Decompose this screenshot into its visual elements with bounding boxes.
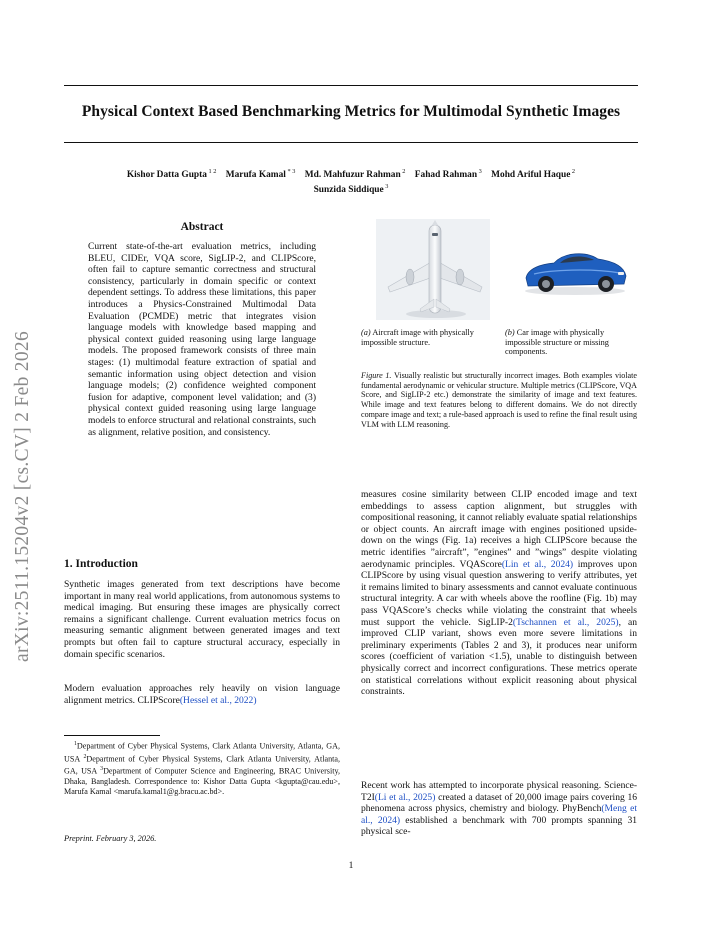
paragraph-text: created a dataset of 20,000 image pairs covering 16 phenomena across physics, chemistry and biology. PhyBench — [361, 791, 637, 815]
author-name: Fahad Rahman — [414, 170, 478, 181]
abstract-text: Current state-of-the-art evaluation metrics, including BLEU, CIDEr, VQA score, SigLIP-2, and CLIPScore, often fail to capture semantic correctness and structural consistency, particularly in domain specific or context dependent settings. To address these limitations, this paper introduces a Physics-Constrained Multimodal Data Evaluation (PCMDE) metric that integrates vision language models with knowledge based mapping and physical context guided reasoning using large language models. The proposed framework consists of three main stages: (1) multimodal feature extraction of spatial and semantic information using object detection and vision language models; (2) confidence weighted component fusion for adaptive, component level validation; and (3) physical context guided reasoning using large language models to enforce structural and relational constraints, such as alignment, relative position, and consistency. — [88, 241, 316, 438]
footnote-mark: 2 — [83, 753, 87, 760]
footnote-mark: 3 — [100, 766, 104, 773]
citation-link[interactable]: (Hessel et al., 2022) — [179, 694, 257, 706]
author-line-2 — [64, 181, 638, 196]
aircraft-illustration — [376, 219, 490, 320]
author-affiliation-mark: 2 — [400, 168, 406, 175]
arxiv-identifier: arXiv:2511.15204v2 [cs.CV] 2 Feb 2026 — [12, 330, 33, 662]
figure-caption — [361, 371, 637, 429]
subcaption-a-label: (a) — [361, 328, 371, 337]
citation-link[interactable]: (Tschannen et al., 2025) — [512, 616, 619, 628]
author-affiliation-mark: 2 — [570, 168, 576, 175]
affiliation-footnote — [64, 739, 340, 797]
citation-link[interactable]: (Meng et al., 2024) — [361, 803, 638, 826]
author-list — [64, 166, 638, 196]
author-name: Mohd Ariful Haque — [491, 170, 571, 181]
affiliation-1: Department of Cyber Physical Systems, Clark Atlanta University, Atlanta, GA, USA — [64, 741, 340, 764]
car-illustration — [520, 244, 630, 297]
figure-aircraft-image — [376, 219, 490, 320]
author-name: Md. Mahfuzur Rahman — [304, 170, 401, 181]
paragraph-text: , an improved CLIP variant, shows even more severe limitations in preliminary experiments (Tables 2 and 3), it produces near uniform scores (coefficient of variation <1.5), unable to distinguish between physically correct and incorrect configurations. These metrics operate on statistical correlations without explicit reasoning about physical constraints. — [361, 616, 637, 698]
subcaption-b-text: Car image with physically impossible structure or missing components. — [505, 328, 609, 357]
title-rule-top — [64, 85, 638, 86]
section-heading-introduction: 1. Introduction — [64, 558, 138, 570]
abstract-heading: Abstract — [180, 221, 224, 233]
subcaption-a — [361, 328, 499, 347]
paragraph-text: established a benchmark with 700 prompts spanning 31 physical sce- — [361, 814, 637, 838]
author-affiliation-mark: 3 — [383, 183, 389, 191]
author-name: Kishor Datta Gupta — [126, 170, 207, 181]
intro-paragraph-2-text: Modern evaluation approaches rely heavily on vision language alignment metrics. CLIPScore — [64, 683, 340, 706]
affiliation-3-correspondence: Department of Computer Science and Engineering, BRAC University, Dhaka, Bangladesh. Correspondence to: Kishor Datta Gupta <kgupta@cau.edu>, Marufa Kamal <marufa.kamal1@g.bracu.ac.bd>. — [64, 767, 340, 797]
paper-title: Physical Context Based Benchmarking Metrics for Multimodal Synthetic Images — [81, 103, 621, 120]
paragraph-text: measures cosine similarity between CLIP encoded image and text embeddings to assess caption alignment, but struggles with compositional reasoning, it cannot reliably evaluate spatial relationships or object counts. An aircraft image with engines positioned upside-down on the wings (Fig. 1a) receives a high CLIPScore because the metric identifies ”aircraft”, ”engines” and ”wings” despite violating aerodynamic principles. VQAScore — [361, 489, 637, 570]
paragraph-text: Recent work has attempted to incorporate physical reasoning. Science-T2I — [361, 780, 637, 803]
page-number: 1 — [348, 861, 354, 871]
paragraph-text: improves upon CLIPScore by using visual question answering to verify attributes, yet it remains limited to binary assessments and cannot evaluate continuous structural integrity. A car with wheels above the roofline (Fig. 1b) may pass VQAScore’s checks while violating the constraint that wheels must support the vehicle. SigLIP-2 — [361, 558, 637, 628]
subcaption-a-text: Aircraft image with physically impossible structure. — [361, 328, 474, 347]
author-line-1 — [64, 166, 638, 181]
footnote-rule — [64, 735, 160, 736]
author-affiliation-mark: * 3 — [285, 168, 296, 175]
author-affiliation-mark: 3 — [477, 168, 482, 175]
author-name: Marufa Kamal — [225, 170, 286, 181]
subcaption-b-label: (b) — [505, 328, 515, 337]
footnote-mark: 1 — [74, 741, 77, 747]
citation-link[interactable]: (Lin et al., 2024) — [501, 558, 574, 570]
intro-paragraph-1: Synthetic images generated from text descriptions have become important in many real world applications, from autonomous systems to medical imaging. But ensuring these images are physically correct remains a significant challenge. Current evaluation metrics focus on measuring semantic alignment between generated images and text prompts but often fail to capture structural accuracy, especially in domain specific scenarios. — [64, 579, 340, 660]
subcaption-b — [505, 328, 639, 357]
title-rule-bottom — [64, 142, 638, 143]
preprint-date: Preprint. February 3, 2026. — [64, 834, 157, 843]
author-name: Sunzida Siddique — [313, 185, 384, 196]
figure-caption-text: Visually realistic but structurally incorrect images. Both examples violate fundamental aerodynamic or vehicular structure. Multiple metrics (CLIPScore, VQA Score, and SigLIP-2 etc.) demonstrate the similarity of image and text features. While image and text features belong to different domains. We do not directly compare image and text; a rule-based approach is used to refine the final result using VLM with LLM reasoning. — [361, 371, 637, 429]
author-affiliation-mark: 1 2 — [206, 168, 217, 175]
figure-caption-label: Figure 1. — [361, 371, 392, 380]
intro-paragraph-2 — [64, 683, 340, 706]
right-paragraph-1 — [361, 489, 637, 698]
citation-link[interactable]: (Li et al., 2025) — [374, 791, 436, 803]
figure-car-image — [520, 244, 630, 297]
affiliation-2: Department of Cyber Physical Systems, Clark Atlanta University, Atlanta, GA, USA — [64, 754, 340, 777]
right-paragraph-2 — [361, 780, 637, 838]
